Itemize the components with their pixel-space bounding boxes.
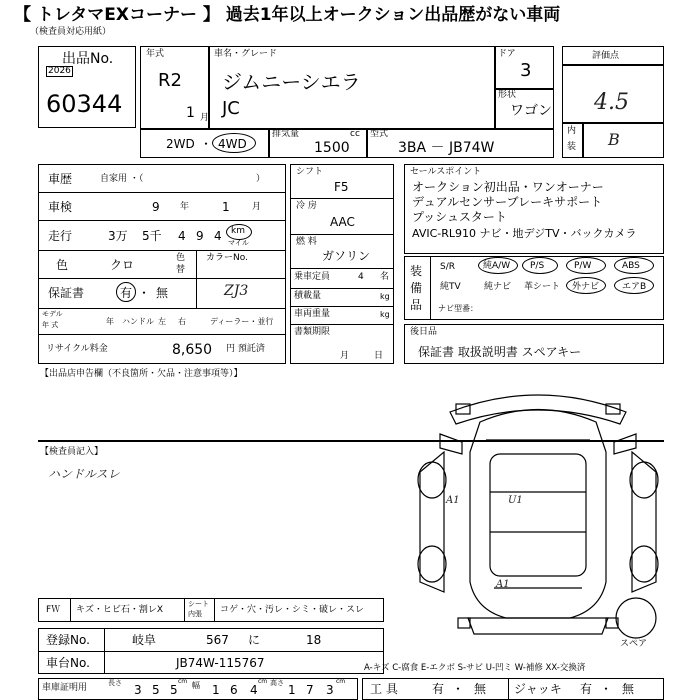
model-grade: JC xyxy=(222,98,240,119)
recycle-unit: 円 預託済 xyxy=(226,344,265,354)
expire-unit: 月 xyxy=(340,351,350,361)
color-code: ZJ3 xyxy=(224,283,249,299)
interior-seat2: 内張 xyxy=(188,610,202,618)
drive-2wd: 2WD xyxy=(166,137,195,151)
equip-label-3: 品 xyxy=(410,298,423,312)
recycle-amount: 8,650 xyxy=(172,342,213,358)
inspection-label: 車検 xyxy=(48,200,73,214)
inspector-label: 【検査員記入】 xyxy=(40,447,104,457)
cert-len-3: 5 xyxy=(170,683,178,697)
tools-yes: 有 xyxy=(432,682,445,696)
history-value: 自家用 ・（ xyxy=(100,174,144,184)
history-close: ） xyxy=(256,174,266,184)
registration-pref: 岐阜 xyxy=(132,633,157,647)
chassis-value: JB74W-115767 xyxy=(176,656,265,670)
form-subnote: （検査員対応用紙） xyxy=(30,27,112,37)
disp-label: 排気量 xyxy=(272,129,300,139)
history-label: 車歴 xyxy=(48,172,73,186)
jack-sep: ・ xyxy=(600,682,613,696)
later-value: 保証書 取扱説明書 スペアキー xyxy=(418,345,582,359)
registration-class: 567 xyxy=(206,633,229,647)
cert-hgt-cm: cm xyxy=(336,678,346,685)
interior-fw: FＷ xyxy=(46,605,61,615)
car-cabin xyxy=(490,454,586,576)
drive-4wd: 4WD xyxy=(218,137,247,151)
cert-hgt-1: 1 xyxy=(288,683,296,697)
car-front-bumper xyxy=(450,395,626,424)
lot-year-mark: 2026 xyxy=(48,66,71,76)
chassis-label: 車台No. xyxy=(46,656,90,670)
color-value: クロ xyxy=(110,258,135,272)
cert-len-label: 長さ xyxy=(108,679,122,687)
interior-text1: キズ・ヒビ石・割レX xyxy=(76,605,163,615)
diagram-mark-a1: A1 xyxy=(446,495,460,506)
inspection-month: 1 xyxy=(222,200,230,214)
mileage-mile: マイル xyxy=(228,239,249,247)
equip-sr: S/R xyxy=(440,262,455,272)
mileage-d1: 4 xyxy=(214,229,222,243)
model-name: ジムニーシエラ xyxy=(222,70,361,94)
equip-ps: P/S xyxy=(530,261,545,271)
mileage-d3: 4 xyxy=(178,229,186,243)
equip-aw: 純A/W xyxy=(483,261,511,271)
tools-label: 工 具 xyxy=(370,682,398,696)
warranty-label: 保証書 xyxy=(48,286,85,300)
spare-label: スペア xyxy=(620,639,648,649)
interior-seat1: シート xyxy=(188,600,209,608)
equip-tv: 純TV xyxy=(440,282,461,292)
year-label: 年式 xyxy=(146,49,165,59)
type-value: 3BA － JB74W xyxy=(398,140,495,156)
model-year-label2: 年 式 xyxy=(42,321,59,329)
cert-hgt-3: 3 xyxy=(326,683,334,697)
equip-pw: P/W xyxy=(574,261,592,271)
fuel-label: 燃 料 xyxy=(296,237,317,247)
mileage-km: km xyxy=(231,226,245,236)
diagram-mark-a1-rear: A1 xyxy=(496,579,510,590)
inspection-year-unit: 年 xyxy=(180,202,190,212)
jack-no: 無 xyxy=(622,682,635,696)
expire-label: 書類期限 xyxy=(294,327,331,337)
fuel-value: ガソリン xyxy=(322,249,371,263)
navi-model-label: ナビ型番： xyxy=(438,304,478,313)
doors-value: 3 xyxy=(520,60,532,81)
cert-hgt-label: 高さ xyxy=(270,679,284,687)
selling-points-box xyxy=(404,164,664,254)
year-era: R2 xyxy=(158,70,182,91)
car-right-side xyxy=(632,452,656,592)
model-year-left: 左 xyxy=(158,317,166,326)
model-year-year: 年 xyxy=(106,317,114,326)
selling-point-2: デュアルセンサーブレーキサポート xyxy=(412,195,603,209)
capacity-unit: 名 xyxy=(380,272,390,282)
inspector-note: ハンドルスレ xyxy=(48,467,120,481)
cert-wid-2: 6 xyxy=(230,683,238,697)
interior-value: B xyxy=(608,130,620,149)
later-label: 後日品 xyxy=(410,327,438,337)
jack-yes: 有 xyxy=(580,682,593,696)
inspection-year: 9 xyxy=(152,200,160,214)
tools-row xyxy=(362,678,664,700)
recycle-label: リサイクル料金 xyxy=(46,344,108,354)
tools-no: 無 xyxy=(474,682,487,696)
jack-label: ジャッキ xyxy=(514,682,562,696)
tools-sep: ・ xyxy=(452,682,465,696)
warranty-yes: 有 xyxy=(120,286,133,300)
selling-point-4: AVIC-RL910 ナビ・地デジTV・バックカメラ xyxy=(412,227,637,240)
disp-cc: cc xyxy=(350,129,360,139)
color-code-label: カラーNo. xyxy=(206,253,248,263)
shift-value: F5 xyxy=(334,180,349,194)
color-sub1: 色 xyxy=(176,253,186,263)
cert-hgt-2: 7 xyxy=(306,683,314,697)
color-label: 色 xyxy=(56,258,69,272)
lot-label: 出品No. xyxy=(62,51,114,67)
model-label: 車名・グレード xyxy=(214,49,278,59)
registration-kana: に xyxy=(248,633,261,647)
mileage-label: 走行 xyxy=(48,229,73,243)
registration-label: 登録No. xyxy=(46,633,90,647)
model-year-right: 右 xyxy=(178,317,186,326)
equip-airbag: エアB xyxy=(622,282,647,292)
equip-extnavi: 外ナビ xyxy=(572,282,600,292)
drive-sep: ・ xyxy=(200,137,213,151)
cert-len-cm: cm xyxy=(178,678,188,685)
equip-label-2: 備 xyxy=(410,281,423,295)
weight-label: 車両重量 xyxy=(294,309,331,319)
cert-wid-1: 1 xyxy=(212,683,220,697)
inspection-month-unit: 月 xyxy=(252,202,262,212)
shape-value: ワゴン xyxy=(510,103,552,119)
score-value: 4.5 xyxy=(594,90,629,115)
ac-label: 冷 房 xyxy=(296,201,317,211)
type-label: 型式 xyxy=(370,129,389,139)
mileage-d2: 9 xyxy=(196,229,204,243)
interior-label-2: 装 xyxy=(567,142,577,152)
selling-point-1: オークション初出品・ワンオーナー xyxy=(412,180,604,194)
load-unit: kg xyxy=(380,292,390,301)
car-rear-bumper xyxy=(468,618,608,634)
displacement: 1500 xyxy=(314,140,350,156)
year-month-unit: 月 xyxy=(200,113,210,123)
equip-leather: 革シート xyxy=(524,282,561,292)
interior-text2: コゲ・穴・汚レ・シミ・破レ・スレ xyxy=(220,605,365,615)
mileage-man: 3万 xyxy=(108,229,128,243)
capacity-label: 乗車定員 xyxy=(294,272,331,282)
car-damage-diagram xyxy=(410,382,666,642)
cert-len-1: 3 xyxy=(134,683,142,697)
warranty-sep: ・ xyxy=(138,286,151,300)
lot-number: 60344 xyxy=(46,90,123,118)
mileage-sen: 5千 xyxy=(142,229,162,243)
diagram-mark-u1: U1 xyxy=(508,495,523,506)
banner-title: 【 トレタマEXコーナー 】 過去1年以上オークション出品歴がない車両 xyxy=(14,5,561,25)
model-year-dealer: ディーラー・並行 xyxy=(210,317,274,326)
equip-navi: 純ナビ xyxy=(484,282,512,292)
year-month: 1 xyxy=(186,105,195,121)
cert-wid-3: 4 xyxy=(250,683,258,697)
shift-label: シフト xyxy=(296,167,324,177)
load-label: 積載量 xyxy=(294,291,322,301)
seller-notes-label: 【出品店申告欄（不良箇所・欠品・注意事項等）】 xyxy=(40,369,243,379)
weight-unit: kg xyxy=(380,310,390,319)
color-sub2: 替 xyxy=(176,265,186,275)
damage-legend: A-キズ C-腐食 E-エクボ S-サビ U-凹ミ W-補修 XX-交換済 xyxy=(364,663,586,673)
expire-day: 日 xyxy=(374,351,384,361)
registration-num: 18 xyxy=(306,633,322,647)
model-year-handle: ハンドル xyxy=(122,317,154,326)
selling-points-label: セールスポイント xyxy=(410,167,482,177)
doors-label: ドア xyxy=(498,49,516,59)
shape-label: 形状 xyxy=(498,90,517,100)
cert-wid-cm: cm xyxy=(258,678,268,685)
car-left-side xyxy=(420,452,444,592)
equip-label-1: 装 xyxy=(410,264,423,278)
score-label: 評価点 xyxy=(592,51,620,61)
cert-label: 車庫証明用 xyxy=(42,683,88,693)
model-year-label1: モデル xyxy=(42,310,63,318)
warranty-no: 無 xyxy=(156,286,169,300)
cert-wid-label: 幅 xyxy=(192,681,200,690)
cert-len-2: 5 xyxy=(152,683,160,697)
selling-point-3: プッシュスタート xyxy=(412,210,507,224)
interior-label-1: 内 xyxy=(567,126,577,136)
capacity-value: 4 xyxy=(358,272,364,282)
ac-value: AAC xyxy=(330,215,355,229)
spare-tire xyxy=(616,598,656,638)
equip-abs: ABS xyxy=(622,261,640,271)
